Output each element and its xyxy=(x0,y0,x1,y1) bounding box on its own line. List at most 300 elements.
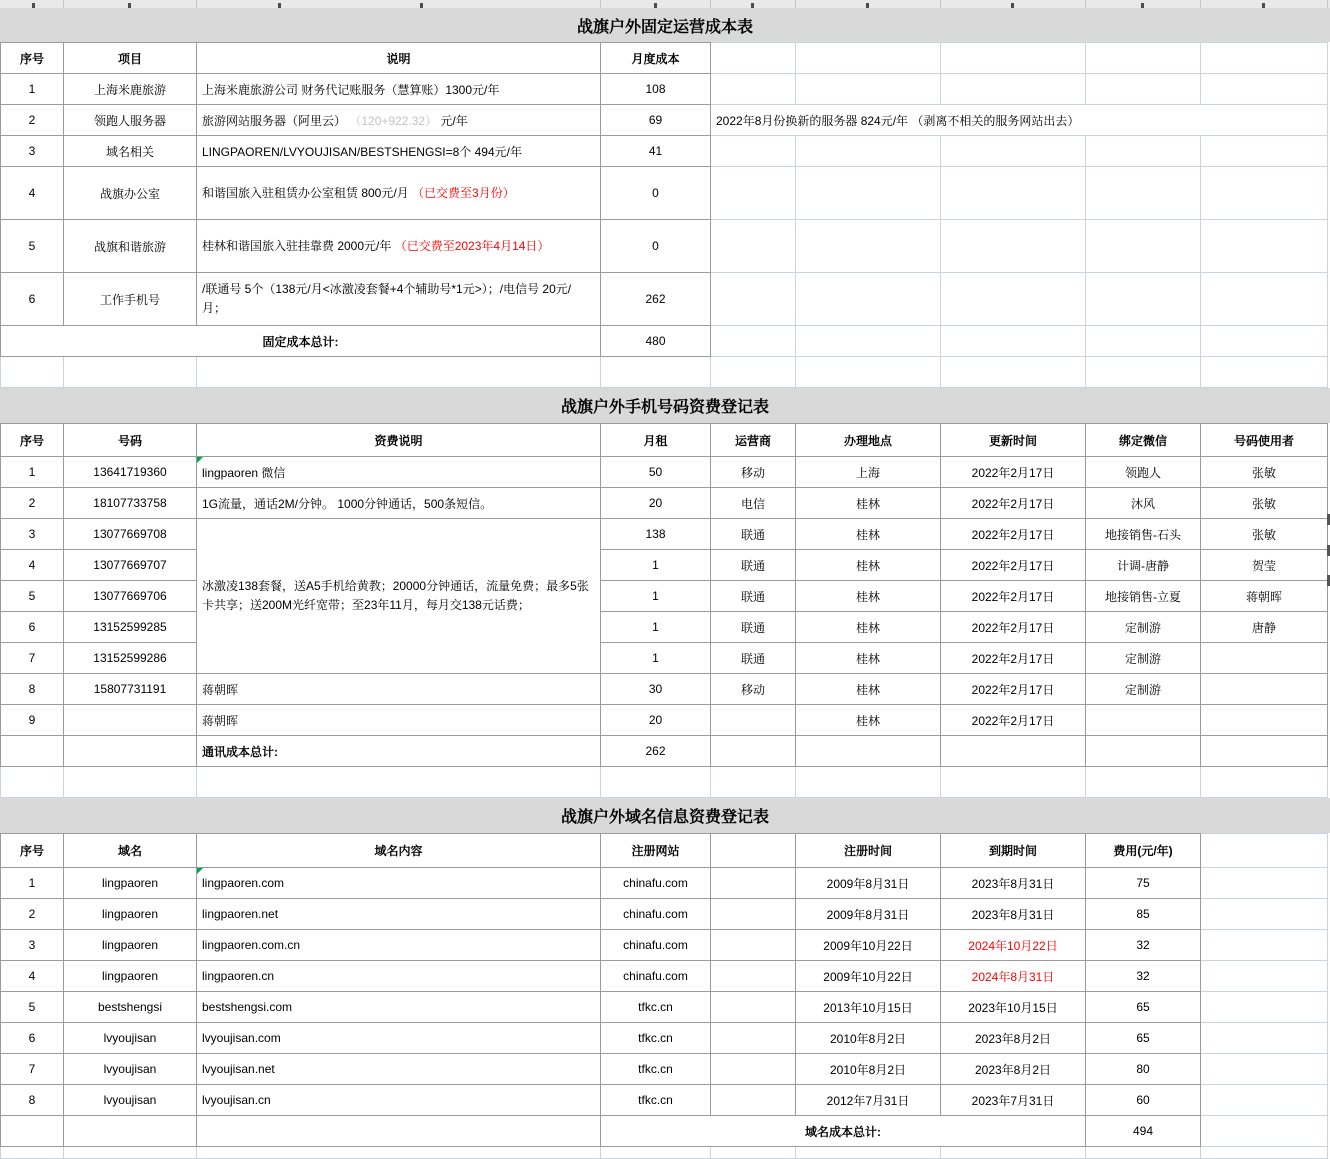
empty-grid-cell[interactable] xyxy=(64,1147,197,1159)
expire-date-cell[interactable]: 2024年8月31日 xyxy=(941,961,1086,992)
wechat-binding-cell[interactable]: 定制游 xyxy=(1086,674,1201,705)
wechat-binding-cell[interactable] xyxy=(1086,705,1201,736)
empty-cell[interactable] xyxy=(711,992,796,1023)
empty-grid-cell[interactable] xyxy=(601,767,711,798)
empty-grid-cell[interactable] xyxy=(1201,930,1328,961)
row-index-cell[interactable]: 8 xyxy=(1,674,64,705)
domain-cell[interactable]: lvyoujisan xyxy=(64,1085,197,1116)
register-date-cell[interactable]: 2009年10月22日 xyxy=(796,930,941,961)
column-divider xyxy=(600,0,601,8)
empty-grid-cell[interactable] xyxy=(711,167,796,220)
domain-content-cell[interactable]: lvyoujisan.cn xyxy=(197,1085,601,1116)
total-value-cell[interactable]: 262 xyxy=(601,736,711,767)
empty-cell[interactable] xyxy=(64,1116,197,1147)
phone-number-cell[interactable]: 13077669708 xyxy=(64,519,197,550)
empty-cell[interactable] xyxy=(711,1054,796,1085)
empty-grid-cell[interactable] xyxy=(711,1147,796,1159)
item-cell[interactable]: 战旗办公室 xyxy=(64,167,197,220)
phone-fee-table xyxy=(0,423,1328,798)
domain-content-cell[interactable]: lvyoujisan.com xyxy=(197,1023,601,1054)
empty-grid-cell[interactable] xyxy=(941,43,1086,74)
column-letter-tick xyxy=(420,3,423,8)
empty-cell[interactable] xyxy=(711,961,796,992)
domain-content-cell[interactable]: bestshengsi.com xyxy=(197,992,601,1023)
fee-cell[interactable]: 65 xyxy=(1086,992,1201,1023)
register-site-cell[interactable]: chinafu.com xyxy=(601,930,711,961)
t2-header-fee-desc[interactable]: 资费说明 xyxy=(197,424,601,457)
location-cell[interactable]: 上海 xyxy=(796,457,941,488)
row-index-cell[interactable]: 5 xyxy=(1,220,64,273)
expire-date-cell[interactable]: 2023年8月2日 xyxy=(941,1054,1086,1085)
empty-cell[interactable] xyxy=(711,834,796,868)
expire-date-cell[interactable]: 2024年10月22日 xyxy=(941,930,1086,961)
desc-cell[interactable] xyxy=(197,167,601,220)
empty-grid-cell[interactable] xyxy=(601,357,711,388)
update-date-cell[interactable]: 2022年2月17日 xyxy=(941,581,1086,612)
empty-grid-cell[interactable] xyxy=(1201,74,1328,105)
wechat-binding-cell[interactable]: 定制游 xyxy=(1086,612,1201,643)
location-cell[interactable]: 桂林 xyxy=(796,581,941,612)
user-cell[interactable] xyxy=(1201,643,1328,674)
empty-grid-cell[interactable] xyxy=(64,357,197,388)
register-date-cell[interactable]: 2009年8月31日 xyxy=(796,899,941,930)
wechat-binding-cell[interactable]: 定制游 xyxy=(1086,643,1201,674)
empty-grid-cell[interactable] xyxy=(1086,74,1201,105)
row-index-cell[interactable]: 2 xyxy=(1,899,64,930)
fee-cell[interactable]: 65 xyxy=(1086,1023,1201,1054)
column-letter-tick xyxy=(1262,3,1265,8)
empty-grid-cell[interactable] xyxy=(1201,868,1328,899)
empty-grid-cell[interactable] xyxy=(796,326,941,357)
user-cell[interactable]: 唐静 xyxy=(1201,612,1328,643)
t2-header-serial[interactable]: 序号 xyxy=(1,424,64,457)
empty-cell[interactable] xyxy=(711,868,796,899)
carrier-cell[interactable]: 移动 xyxy=(711,674,796,705)
register-site-cell[interactable]: chinafu.com xyxy=(601,899,711,930)
fee-cell[interactable]: 80 xyxy=(1086,1054,1201,1085)
t3-header-regdate[interactable]: 注册时间 xyxy=(796,834,941,868)
column-letter-tick xyxy=(1141,3,1144,8)
empty-grid-cell[interactable] xyxy=(711,43,796,74)
location-cell[interactable]: 桂林 xyxy=(796,674,941,705)
fee-desc-cell[interactable]: 蒋朝晖 xyxy=(197,674,601,705)
monthly-rent-cell[interactable]: 50 xyxy=(601,457,711,488)
t3-header-domain[interactable]: 域名 xyxy=(64,834,197,868)
domain-cell[interactable]: lingpaoren xyxy=(64,899,197,930)
location-cell[interactable]: 桂林 xyxy=(796,612,941,643)
empty-cell[interactable] xyxy=(711,736,796,767)
empty-cell[interactable] xyxy=(711,1085,796,1116)
expire-date-cell[interactable]: 2023年10月15日 xyxy=(941,992,1086,1023)
total-label-cell[interactable]: 固定成本总计: xyxy=(1,326,601,357)
register-date-cell[interactable]: 2012年7月31日 xyxy=(796,1085,941,1116)
empty-grid-cell[interactable] xyxy=(711,357,796,388)
column-divider xyxy=(196,0,197,8)
desc-cell[interactable]: LINGPAOREN/LVYOUJISAN/BESTSHENGSI=8个 494元/年 xyxy=(197,136,601,167)
empty-grid-cell[interactable] xyxy=(796,767,941,798)
domain-content-cell[interactable] xyxy=(197,868,601,899)
domain-cell[interactable]: bestshengsi xyxy=(64,992,197,1023)
location-cell[interactable]: 桂林 xyxy=(796,519,941,550)
empty-grid-cell[interactable] xyxy=(796,43,941,74)
row-index-cell[interactable]: 6 xyxy=(1,612,64,643)
table2-title[interactable]: 战旗户外手机号码资费登记表 xyxy=(0,388,1330,423)
register-date-cell[interactable]: 2010年8月2日 xyxy=(796,1023,941,1054)
empty-grid-cell[interactable] xyxy=(1086,220,1201,273)
fee-desc-merged-cell[interactable]: 冰激凌138套餐，送A5手机给黄教；20000分钟通话，流量免费；最多5张卡共享；送200M光纤宽带；至23年11月，每月交138元话费； xyxy=(197,519,601,674)
fixed-cost-table xyxy=(0,42,1328,388)
desc-cell[interactable]: 上海米鹿旅游公司 财务代记账服务（慧算账）1300元/年 xyxy=(197,74,601,105)
row-index-cell[interactable]: 4 xyxy=(1,550,64,581)
wechat-binding-cell[interactable]: 地接销售-石头 xyxy=(1086,519,1201,550)
domain-content-cell[interactable]: lingpaoren.com.cn xyxy=(197,930,601,961)
empty-grid-cell[interactable] xyxy=(1201,1023,1328,1054)
register-site-cell[interactable]: chinafu.com xyxy=(601,868,711,899)
empty-cell[interactable] xyxy=(711,1023,796,1054)
update-date-cell[interactable]: 2022年2月17日 xyxy=(941,550,1086,581)
note-overflow-text[interactable]: 2022年8月份换新的服务器 824元/年 （剥离不相关的服务网站出去） xyxy=(711,105,1328,136)
empty-grid-cell[interactable] xyxy=(197,357,601,388)
expire-date-cell[interactable]: 2023年8月2日 xyxy=(941,1023,1086,1054)
row-index-cell[interactable]: 8 xyxy=(1,1085,64,1116)
empty-grid-cell[interactable] xyxy=(1201,43,1328,74)
fee-cell[interactable]: 75 xyxy=(1086,868,1201,899)
domain-cell[interactable]: lvyoujisan xyxy=(64,1023,197,1054)
t3-header-site[interactable]: 注册网站 xyxy=(601,834,711,868)
update-date-cell[interactable]: 2022年2月17日 xyxy=(941,705,1086,736)
row-index-cell[interactable]: 2 xyxy=(1,488,64,519)
row-index-cell[interactable]: 5 xyxy=(1,581,64,612)
register-site-cell[interactable]: tfkc.cn xyxy=(601,992,711,1023)
empty-cell[interactable] xyxy=(796,736,941,767)
empty-grid-cell[interactable] xyxy=(1201,326,1328,357)
t1-header-desc[interactable]: 说明 xyxy=(197,43,601,74)
update-date-cell[interactable]: 2022年2月17日 xyxy=(941,488,1086,519)
empty-grid-cell[interactable] xyxy=(1201,167,1328,220)
carrier-cell[interactable]: 联通 xyxy=(711,581,796,612)
row-index-cell[interactable]: 3 xyxy=(1,136,64,167)
domain-content-cell[interactable]: lingpaoren.cn xyxy=(197,961,601,992)
empty-grid-cell[interactable] xyxy=(1,1147,64,1159)
carrier-cell[interactable]: 联通 xyxy=(711,643,796,674)
empty-grid-cell[interactable] xyxy=(1086,273,1201,326)
fee-desc-text: lingpaoren 微信 xyxy=(202,465,286,480)
phone-number-cell[interactable]: 13152599285 xyxy=(64,612,197,643)
phone-number-cell[interactable]: 13077669706 xyxy=(64,581,197,612)
update-date-cell[interactable]: 2022年2月17日 xyxy=(941,612,1086,643)
t3-header-serial[interactable]: 序号 xyxy=(1,834,64,868)
phone-number-cell[interactable]: 13077669707 xyxy=(64,550,197,581)
row-index-cell[interactable]: 6 xyxy=(1,1023,64,1054)
table1-title[interactable]: 战旗户外固定运营成本表 xyxy=(0,8,1330,42)
location-cell[interactable]: 桂林 xyxy=(796,550,941,581)
item-cell[interactable]: 战旗和谐旅游 xyxy=(64,220,197,273)
column-letter-tick xyxy=(278,3,281,8)
empty-grid-cell[interactable] xyxy=(941,767,1086,798)
domain-cell[interactable]: lingpaoren xyxy=(64,930,197,961)
empty-cell[interactable] xyxy=(711,930,796,961)
carrier-cell[interactable]: 联通 xyxy=(711,550,796,581)
empty-grid-cell[interactable] xyxy=(941,1147,1086,1159)
register-date-cell[interactable]: 2009年8月31日 xyxy=(796,868,941,899)
phone-number-cell[interactable]: 18107733758 xyxy=(64,488,197,519)
monthly-rent-cell[interactable]: 1 xyxy=(601,581,711,612)
empty-grid-cell[interactable] xyxy=(197,1147,601,1159)
empty-grid-cell[interactable] xyxy=(1201,767,1328,798)
empty-grid-cell[interactable] xyxy=(1086,136,1201,167)
row-index-cell[interactable]: 3 xyxy=(1,930,64,961)
domain-cell[interactable]: lingpaoren xyxy=(64,868,197,899)
desc-cell[interactable] xyxy=(197,105,601,136)
item-cell[interactable]: 域名相关 xyxy=(64,136,197,167)
empty-grid-cell[interactable] xyxy=(796,273,941,326)
phone-number-cell[interactable]: 15807731191 xyxy=(64,674,197,705)
empty-grid-cell[interactable] xyxy=(1201,1116,1328,1147)
t3-header-content[interactable]: 域名内容 xyxy=(197,834,601,868)
row-index-cell[interactable]: 7 xyxy=(1,1054,64,1085)
empty-cell[interactable] xyxy=(1201,736,1328,767)
user-cell[interactable]: 张敏 xyxy=(1201,457,1328,488)
carrier-cell[interactable]: 联通 xyxy=(711,612,796,643)
fee-cell[interactable]: 60 xyxy=(1086,1085,1201,1116)
empty-cell[interactable] xyxy=(1,1116,64,1147)
empty-grid-cell[interactable] xyxy=(711,273,796,326)
carrier-cell[interactable]: 联通 xyxy=(711,519,796,550)
row-index-cell[interactable]: 3 xyxy=(1,519,64,550)
row-index-cell[interactable]: 1 xyxy=(1,74,64,105)
monthly-cost-cell[interactable]: 0 xyxy=(601,167,711,220)
empty-grid-cell[interactable] xyxy=(796,74,941,105)
fee-desc-cell[interactable]: 蒋朝晖 xyxy=(197,705,601,736)
row-index-cell[interactable]: 4 xyxy=(1,961,64,992)
desc-text: 桂林和谐国旅入驻挂靠费 2000元/年 xyxy=(202,238,395,253)
total-value-cell[interactable]: 494 xyxy=(1086,1116,1201,1147)
empty-cell[interactable] xyxy=(1086,736,1201,767)
column-letter-tick xyxy=(1011,3,1014,8)
empty-grid-cell[interactable] xyxy=(1201,1054,1328,1085)
phone-number-cell[interactable] xyxy=(64,705,197,736)
empty-grid-cell[interactable] xyxy=(1201,899,1328,930)
empty-grid-cell[interactable] xyxy=(796,136,941,167)
empty-grid-cell[interactable] xyxy=(796,167,941,220)
user-cell[interactable]: 张敏 xyxy=(1201,488,1328,519)
total-label-cell[interactable]: 通讯成本总计: xyxy=(197,736,601,767)
row-index-cell[interactable]: 1 xyxy=(1,457,64,488)
empty-grid-cell[interactable] xyxy=(941,74,1086,105)
t2-header-user[interactable]: 号码使用者 xyxy=(1201,424,1328,457)
total-label-cell[interactable]: 域名成本总计: xyxy=(601,1116,1086,1147)
wechat-binding-cell[interactable]: 领跑人 xyxy=(1086,457,1201,488)
user-cell[interactable]: 贺莹 xyxy=(1201,550,1328,581)
t2-header-update[interactable]: 更新时间 xyxy=(941,424,1086,457)
comment-flag-icon xyxy=(197,457,203,463)
update-date-cell[interactable]: 2022年2月17日 xyxy=(941,643,1086,674)
update-date-cell[interactable]: 2022年2月17日 xyxy=(941,519,1086,550)
monthly-rent-cell[interactable]: 20 xyxy=(601,488,711,519)
fee-cell[interactable]: 32 xyxy=(1086,961,1201,992)
empty-grid-cell[interactable] xyxy=(941,167,1086,220)
column-letter-tick xyxy=(866,3,869,8)
empty-grid-cell[interactable] xyxy=(1201,220,1328,273)
domain-fee-table xyxy=(0,833,1328,1159)
empty-grid-cell[interactable] xyxy=(711,220,796,273)
desc-cell[interactable] xyxy=(197,220,601,273)
monthly-rent-cell[interactable]: 1 xyxy=(601,643,711,674)
row-index-cell[interactable]: 2 xyxy=(1,105,64,136)
desc-text: 和谐国旅入驻租赁办公室租赁 800元/月 xyxy=(202,185,413,200)
register-date-cell[interactable]: 2013年10月15日 xyxy=(796,992,941,1023)
empty-grid-cell[interactable] xyxy=(941,326,1086,357)
user-cell[interactable]: 蒋朝晖 xyxy=(1201,581,1328,612)
t2-header-rent[interactable]: 月租 xyxy=(601,424,711,457)
row-index-cell[interactable]: 5 xyxy=(1,992,64,1023)
empty-cell[interactable] xyxy=(1,736,64,767)
item-cell[interactable]: 上海米鹿旅游 xyxy=(64,74,197,105)
monthly-cost-cell[interactable]: 41 xyxy=(601,136,711,167)
empty-cell[interactable] xyxy=(711,899,796,930)
expire-date-cell[interactable]: 2023年7月31日 xyxy=(941,1085,1086,1116)
empty-grid-cell[interactable] xyxy=(1086,767,1201,798)
register-site-cell[interactable]: chinafu.com xyxy=(601,961,711,992)
t1-header-serial[interactable]: 序号 xyxy=(1,43,64,74)
empty-grid-cell[interactable] xyxy=(941,357,1086,388)
user-cell[interactable] xyxy=(1201,705,1328,736)
desc-cell[interactable]: /联通号 5个（138元/月<冰激凌套餐+4个辅助号*1元>）；/电信号 20元/月； xyxy=(197,273,601,326)
table3-title[interactable]: 战旗户外域名信息资费登记表 xyxy=(0,798,1330,833)
empty-grid-cell[interactable] xyxy=(796,357,941,388)
empty-grid-cell[interactable] xyxy=(941,220,1086,273)
row-index-cell[interactable]: 6 xyxy=(1,273,64,326)
column-letter-tick xyxy=(751,3,754,8)
column-header-strip xyxy=(0,0,1330,8)
register-site-cell[interactable]: tfkc.cn xyxy=(601,1054,711,1085)
empty-grid-cell[interactable] xyxy=(941,273,1086,326)
empty-grid-cell[interactable] xyxy=(1,767,64,798)
item-cell[interactable]: 工作手机号 xyxy=(64,273,197,326)
expire-date-cell[interactable]: 2023年8月31日 xyxy=(941,868,1086,899)
empty-grid-cell[interactable] xyxy=(711,74,796,105)
monthly-rent-cell[interactable]: 30 xyxy=(601,674,711,705)
row-index-cell[interactable]: 1 xyxy=(1,868,64,899)
fee-cell[interactable]: 32 xyxy=(1086,930,1201,961)
register-date-cell[interactable]: 2009年10月22日 xyxy=(796,961,941,992)
empty-grid-cell[interactable] xyxy=(1201,1147,1328,1159)
row-index-cell[interactable]: 7 xyxy=(1,643,64,674)
update-date-cell[interactable]: 2022年2月17日 xyxy=(941,457,1086,488)
empty-grid-cell[interactable] xyxy=(941,136,1086,167)
empty-grid-cell[interactable] xyxy=(796,1147,941,1159)
monthly-rent-cell[interactable]: 20 xyxy=(601,705,711,736)
t1-header-item[interactable]: 项目 xyxy=(64,43,197,74)
domain-cell[interactable]: lingpaoren xyxy=(64,961,197,992)
empty-grid-cell[interactable] xyxy=(64,767,197,798)
update-date-cell[interactable]: 2022年2月17日 xyxy=(941,674,1086,705)
wechat-binding-cell[interactable]: 计调-唐静 xyxy=(1086,550,1201,581)
fee-cell[interactable]: 85 xyxy=(1086,899,1201,930)
empty-grid-cell[interactable] xyxy=(1201,1085,1328,1116)
empty-grid-cell[interactable] xyxy=(711,136,796,167)
phone-number-cell[interactable]: 13641719360 xyxy=(64,457,197,488)
t3-header-expdate[interactable]: 到期时间 xyxy=(941,834,1086,868)
empty-grid-cell[interactable] xyxy=(1,357,64,388)
monthly-cost-cell[interactable]: 0 xyxy=(601,220,711,273)
empty-grid-cell[interactable] xyxy=(1201,834,1328,868)
register-date-cell[interactable]: 2010年8月2日 xyxy=(796,1054,941,1085)
monthly-cost-cell[interactable]: 262 xyxy=(601,273,711,326)
location-cell[interactable]: 桂林 xyxy=(796,488,941,519)
empty-grid-cell[interactable] xyxy=(1201,273,1328,326)
t3-header-fee[interactable]: 费用(元/年) xyxy=(1086,834,1201,868)
location-cell[interactable]: 桂林 xyxy=(796,643,941,674)
empty-cell[interactable] xyxy=(64,736,197,767)
empty-grid-cell[interactable] xyxy=(1201,992,1328,1023)
domain-content-cell[interactable]: lingpaoren.net xyxy=(197,899,601,930)
empty-grid-cell[interactable] xyxy=(711,767,796,798)
empty-cell[interactable] xyxy=(197,1116,601,1147)
t2-header-wechat[interactable]: 绑定微信 xyxy=(1086,424,1201,457)
expire-date-cell[interactable]: 2023年8月31日 xyxy=(941,899,1086,930)
item-cell[interactable]: 领跑人服务器 xyxy=(64,105,197,136)
location-cell[interactable]: 桂林 xyxy=(796,705,941,736)
empty-grid-cell[interactable] xyxy=(1086,167,1201,220)
empty-grid-cell[interactable] xyxy=(1201,136,1328,167)
empty-grid-cell[interactable] xyxy=(796,220,941,273)
fee-desc-cell[interactable] xyxy=(197,457,601,488)
empty-grid-cell[interactable] xyxy=(1086,357,1201,388)
column-divider xyxy=(795,0,796,8)
empty-grid-cell[interactable] xyxy=(1086,326,1201,357)
empty-grid-cell[interactable] xyxy=(1201,961,1328,992)
register-site-cell[interactable]: tfkc.cn xyxy=(601,1023,711,1054)
desc-red-text: （已交费至3月份） xyxy=(412,185,515,200)
wechat-binding-cell[interactable]: 地接销售-立夏 xyxy=(1086,581,1201,612)
empty-grid-cell[interactable] xyxy=(1201,357,1328,388)
monthly-rent-cell[interactable]: 138 xyxy=(601,519,711,550)
empty-grid-cell[interactable] xyxy=(601,1147,711,1159)
domain-content-cell[interactable]: lvyoujisan.net xyxy=(197,1054,601,1085)
desc-gray-text: （120+922.32） xyxy=(349,113,438,128)
monthly-rent-cell[interactable]: 1 xyxy=(601,612,711,643)
wechat-binding-cell[interactable]: 沐风 xyxy=(1086,488,1201,519)
register-site-cell[interactable]: tfkc.cn xyxy=(601,1085,711,1116)
empty-grid-cell[interactable] xyxy=(1086,43,1201,74)
t2-header-location[interactable]: 办理地点 xyxy=(796,424,941,457)
carrier-cell[interactable]: 电信 xyxy=(711,488,796,519)
user-cell[interactable]: 张敏 xyxy=(1201,519,1328,550)
empty-cell[interactable] xyxy=(941,736,1086,767)
user-cell[interactable] xyxy=(1201,674,1328,705)
row-index-cell[interactable]: 4 xyxy=(1,167,64,220)
phone-number-cell[interactable]: 13152599286 xyxy=(64,643,197,674)
empty-grid-cell[interactable] xyxy=(197,767,601,798)
monthly-rent-cell[interactable]: 1 xyxy=(601,550,711,581)
t1-header-cost[interactable]: 月度成本 xyxy=(601,43,711,74)
t2-header-carrier[interactable]: 运营商 xyxy=(711,424,796,457)
t2-header-number[interactable]: 号码 xyxy=(64,424,197,457)
column-divider xyxy=(1200,0,1201,8)
domain-content-text: lingpaoren.com xyxy=(202,876,285,890)
domain-cell[interactable]: lvyoujisan xyxy=(64,1054,197,1085)
monthly-cost-cell[interactable]: 108 xyxy=(601,74,711,105)
carrier-cell[interactable] xyxy=(711,705,796,736)
total-value-cell[interactable]: 480 xyxy=(601,326,711,357)
carrier-cell[interactable]: 移动 xyxy=(711,457,796,488)
monthly-cost-cell[interactable]: 69 xyxy=(601,105,711,136)
fee-desc-cell[interactable]: 1G流量，通话2M/分钟。 1000分钟通话，500条短信。 xyxy=(197,488,601,519)
row-index-cell[interactable]: 9 xyxy=(1,705,64,736)
empty-grid-cell[interactable] xyxy=(711,326,796,357)
empty-grid-cell[interactable] xyxy=(1086,1147,1201,1159)
